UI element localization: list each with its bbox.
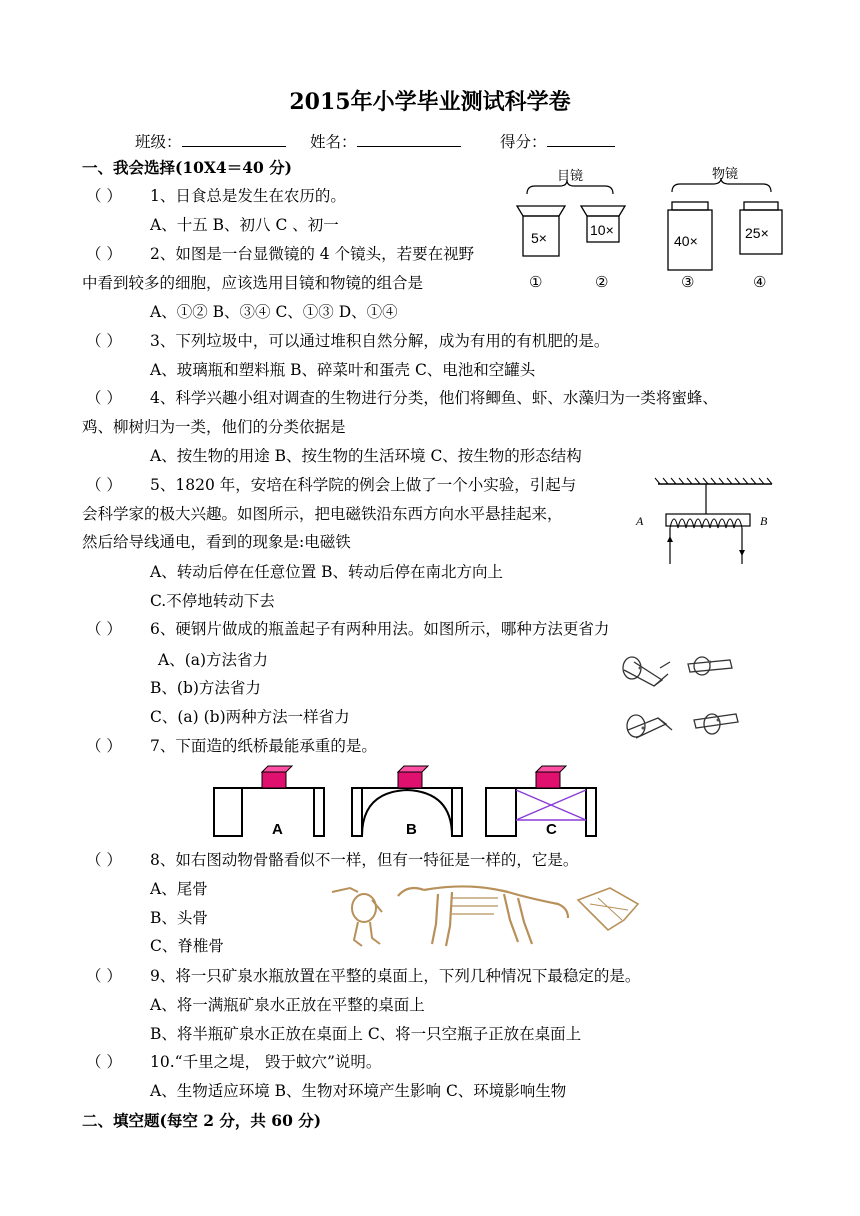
q5-option-c: C.不停地转动下去 — [150, 592, 275, 610]
q6-option-b: B、(b)方法省力 — [150, 679, 261, 697]
objective-label: 物镜 — [712, 166, 739, 181]
bridge-c-cube — [536, 766, 566, 788]
end-label-a: A — [636, 514, 644, 528]
name-blank[interactable] — [357, 130, 461, 147]
lens-4-number: ④ — [753, 273, 767, 291]
bridge-a — [214, 788, 324, 836]
q5-text-line2: 会科学家的极大兴趣。如图所示，把电磁铁沿东西方向水平悬挂起来， — [82, 505, 563, 523]
lens-1-label: 5× — [531, 230, 547, 246]
q4-text-line2: 鸡、柳树归为一类，他们的分类依据是 — [82, 418, 346, 436]
bridge-a-cube — [262, 766, 292, 788]
q1-answer-blank[interactable]: （ ） — [86, 187, 122, 205]
bottle-opener-figure — [610, 640, 760, 758]
q6-text: 6、硬钢片做成的瓶盖起子有两种用法。如图所示，哪种方法更省力 — [150, 620, 610, 638]
eyepiece-label: 目镜 — [557, 168, 584, 183]
paper-bridges-figure — [206, 762, 606, 842]
name-label: 姓名： — [310, 133, 357, 151]
bridge-b-label: B — [406, 821, 417, 838]
q6-option-c: C、(a) (b)两种方法一样省力 — [150, 708, 350, 726]
q5-options-ab: A、转动后停在任意位置 B、转动后停在南北方向上 — [150, 563, 504, 581]
animal-skeletons-figure — [328, 874, 658, 954]
lens-2-label: 10× — [590, 222, 614, 238]
bridge-c — [486, 788, 596, 836]
q1-options: A、十五 B、初八 C 、初一 — [150, 216, 339, 234]
lens-4-label: 25× — [745, 225, 769, 241]
bridge-c-cross — [516, 790, 586, 820]
q8-answer-blank[interactable]: （ ） — [86, 851, 122, 869]
lens-3-label: 40× — [674, 233, 698, 249]
q10-answer-blank[interactable]: （ ） — [86, 1053, 122, 1071]
q4-text-line1: 4、科学兴趣小组对调查的生物进行分类，他们将鲫鱼、虾、水藻归为一类将蜜蜂、 — [150, 389, 718, 407]
q7-answer-blank[interactable]: （ ） — [86, 737, 122, 755]
section2-heading: 二、填空题(每空 2 分，共 60 分) — [82, 1111, 322, 1130]
q10-text: 10.“千里之堤， 毁于蚊穴”说明。 — [150, 1053, 382, 1071]
q8-option-a: A、尾骨 — [150, 880, 208, 898]
q2-text-line1: 2、如图是一台显微镜的 4 个镜头，若要在视野 — [150, 245, 475, 263]
q4-answer-blank[interactable]: （ ） — [86, 389, 122, 407]
class-blank[interactable] — [182, 130, 286, 147]
class-label: 班级： — [135, 133, 182, 151]
q3-text: 3、下列垃圾中，可以通过堆积自然分解，成为有用的有机肥的是。 — [150, 332, 610, 350]
q9-option-a: A、将一满瓶矿泉水正放在平整的桌面上 — [150, 996, 425, 1014]
bridge-c-label: C — [546, 821, 557, 838]
q9-text: 9、将一只矿泉水瓶放置在平整的桌面上，下列几种情况下最稳定的是。 — [150, 967, 641, 985]
mammal-skeleton — [398, 886, 568, 946]
q5-text-line3: 然后给导线通电，看到的现象是:电磁铁 — [82, 533, 351, 551]
q9-options-bc: B、将半瓶矿泉水正放在桌面上 C、将一只空瓶子正放在桌面上 — [150, 1025, 582, 1043]
class-field[interactable] — [135, 130, 286, 152]
end-label-b: B — [760, 514, 768, 528]
q10-options: A、生物适应环境 B、生物对环境产生影响 C、环境影响生物 — [150, 1082, 567, 1100]
q5-text-line1: 5、1820 年，安培在科学院的例会上做了一个小实验，引起与 — [150, 476, 577, 494]
q8-option-b: B、头骨 — [150, 909, 208, 927]
q1-text: 1、日食总是发生在农历的。 — [150, 187, 346, 205]
bird-skeleton — [332, 888, 382, 946]
q8-text: 8、如右图动物骨骼看似不一样，但有一特征是一样的，它是。 — [150, 851, 579, 869]
name-field[interactable] — [310, 130, 461, 152]
microscope-lenses-figure — [505, 160, 795, 295]
q8-option-c: C、脊椎骨 — [150, 937, 224, 955]
q6-answer-blank[interactable]: （ ） — [86, 620, 122, 638]
bridge-a-label: A — [272, 821, 283, 838]
bat-skeleton — [578, 888, 638, 930]
score-field[interactable] — [500, 130, 615, 152]
q9-answer-blank[interactable]: （ ） — [86, 967, 122, 985]
q5-answer-blank[interactable]: （ ） — [86, 476, 122, 494]
q2-answer-blank[interactable]: （ ） — [86, 245, 122, 263]
coil — [670, 519, 742, 528]
lens-3-number: ③ — [681, 273, 695, 291]
bridge-b-cube — [398, 766, 428, 788]
q4-options: A、按生物的用途 B、按生物的生活环境 C、按生物的形态结构 — [150, 447, 582, 465]
q7-text: 7、下面造的纸桥最能承重的是。 — [150, 737, 377, 755]
q3-options: A、玻璃瓶和塑料瓶 B、碎菜叶和蛋壳 C、电池和空罐头 — [150, 361, 536, 379]
q3-answer-blank[interactable]: （ ） — [86, 332, 122, 350]
q2-text-line2: 中看到较多的细胞，应该选用目镜和物镜的组合是 — [82, 274, 424, 292]
page-title: 2015年小学毕业测试科学卷 — [289, 89, 571, 115]
electromagnet-figure — [630, 476, 790, 568]
score-blank[interactable] — [547, 130, 615, 147]
q6-option-a: A、(a)方法省力 — [158, 651, 269, 669]
lens-2-number: ② — [595, 273, 609, 291]
score-label: 得分： — [500, 133, 547, 151]
lens-1-number: ① — [529, 273, 543, 291]
q2-options: A、①② B、③④ C、①③ D、①④ — [150, 303, 398, 321]
section1-heading: 一、我会选择(10X4＝40 分) — [82, 158, 293, 177]
